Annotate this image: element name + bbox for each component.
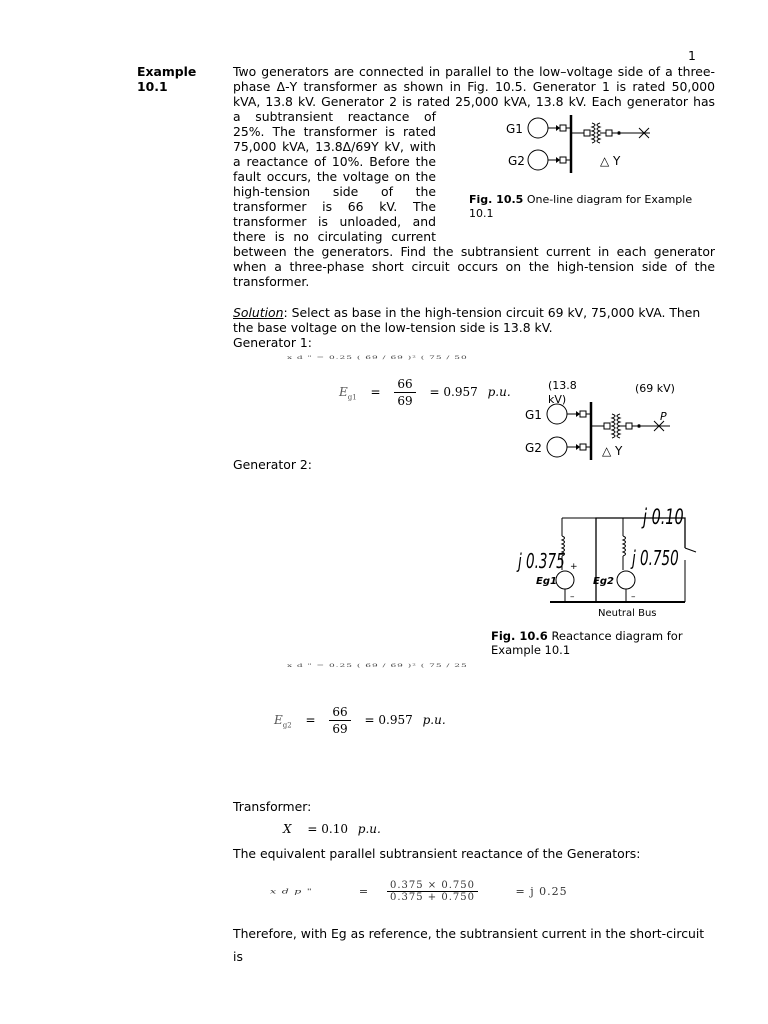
transformer-symbol (592, 123, 595, 143)
transformer-symbol (612, 414, 615, 438)
one-line-diagram-second (520, 400, 690, 464)
eg1-lhs: E (339, 385, 348, 399)
breaker-icon (580, 411, 586, 417)
g2-label: G2 (508, 154, 525, 168)
one-line-diagram-fig-10-5 (500, 113, 670, 177)
generator2-symbol (547, 437, 567, 457)
caption-bold: Fig. 10.6 (491, 629, 548, 643)
eg2-num: 66 (329, 704, 350, 721)
breaker-icon (626, 423, 632, 429)
generator1-symbol (528, 118, 548, 138)
eg1-unit: p.u. (487, 385, 511, 399)
eg1-label: Eg1 (536, 576, 557, 587)
delta-y-label: △ Y (600, 154, 621, 168)
therefore-paragraph (233, 922, 717, 968)
intro-line: Two generators are connected in parallel to the low–voltage side of a three- (233, 64, 715, 79)
transformer-heading: Transformer: (233, 799, 312, 814)
eg2-den: 69 (332, 722, 348, 736)
page-number: 1 (688, 48, 696, 63)
caption-text-2: Example 10.1 (491, 643, 571, 657)
breaker-icon (580, 444, 586, 450)
eg2-result: = 0.957 (364, 713, 413, 727)
lv-label-b: kV) (548, 393, 567, 406)
breaker-icon (560, 157, 566, 163)
breaker-icon (606, 130, 612, 136)
generator2-symbol (528, 150, 548, 170)
intro-line: kVA, 13.8 kV. Generator 2 is rated 25,000 kVA, 13.8 kV. Each generator has (233, 94, 715, 109)
therefore-line: Therefore, with Eg as reference, the subtransient current in the short-circuit (233, 926, 705, 941)
intro-line: there is no circulating current (233, 229, 436, 244)
eg2-equation: $E_{g2}$ = $\frac{66}{69}$ = 0.957 p.u. (274, 705, 446, 736)
j0375-label: j 0.375 (518, 550, 565, 574)
lv-label-a: (13.8 (548, 379, 577, 392)
eg1-equation: $E_{g1}$ = $\frac{66}{69}$ = 0.957 p.u. (339, 377, 511, 408)
intro-line: when a three-phase short circuit occurs on the high-tension side of the (233, 259, 715, 274)
generator1-heading: Generator 1: (233, 335, 312, 350)
j010-label: j 0.10 (643, 505, 684, 530)
g1-label: G1 (525, 408, 542, 422)
eg2-fraction (329, 704, 350, 737)
breaker-icon (584, 130, 590, 136)
eg2-unit: p.u. (422, 713, 446, 727)
intro-line: transformer is unloaded, and (233, 214, 436, 229)
intro-closing-lines (233, 244, 715, 289)
eg1-minus: – (570, 592, 575, 602)
therefore-line: is (233, 949, 243, 964)
reactance-diagram-fig-10-6 (510, 498, 710, 622)
breaker-icon (604, 423, 610, 429)
solution-paragraph (233, 305, 717, 350)
hv-voltage-label: (69 kV) (635, 382, 675, 395)
g2-label: G2 (525, 441, 542, 455)
transformer-unit: p.u. (357, 822, 381, 836)
intro-full-lines (233, 64, 715, 109)
example-number: 10.1 (137, 79, 168, 94)
example-word: Example (137, 64, 197, 79)
transformer-lhs: X (283, 822, 292, 836)
solution-text: : Select as base in the high-tension circuit 69 kV, 75,000 kVA. Then (283, 305, 701, 320)
intro-line: transformer. (233, 274, 310, 289)
equivalent-equation: x d p " = $\frac{0.375 \times 0.750}{0.375 + 0.750}$ = j 0.25 (270, 880, 568, 903)
eg2-lhs: E (274, 713, 283, 727)
equivalent-fraction (387, 880, 478, 903)
eg1-fraction (394, 376, 415, 409)
neutral-bus-label: Neutral Bus (598, 608, 657, 619)
intro-line: between the generators. Find the subtransient current in each generator (233, 244, 715, 259)
breaker-icon (560, 125, 566, 131)
fig-10-5-caption (469, 193, 709, 221)
generator1-symbol (547, 404, 567, 424)
generator2-heading: Generator 2: (233, 457, 312, 472)
equivalent-den: 0.375 + 0.750 (390, 892, 475, 903)
caption-text-2: 10.1 (469, 207, 494, 220)
eg2-sub: g2 (282, 721, 292, 730)
equivalent-num: 0.375 × 0.750 (387, 880, 478, 892)
caption-text: Reactance diagram for (551, 629, 683, 643)
intro-line: a reactance of 10%. Before the (233, 154, 436, 169)
xd-equation-gen1: x d " = 0.25 ( 69 / 69 )² ( 75 / 50 (287, 355, 468, 361)
intro-line: phase Δ-Y transformer as shown in Fig. 10.5. Generator 1 is rated 50,000 (233, 79, 715, 94)
intro-line: 25%. The transformer is rated (233, 124, 436, 139)
fault-switch-icon[interactable] (685, 548, 696, 552)
source-eg2-symbol (617, 571, 635, 589)
intro-narrow-lines (233, 109, 436, 244)
delta-y-label: △ Y (602, 444, 623, 458)
inductor-g2-icon (623, 536, 626, 556)
intro-line: a subtransient reactance of (233, 109, 436, 124)
example-label (137, 64, 196, 94)
eg1-result: = 0.957 (429, 385, 478, 399)
eg1-sub: g1 (347, 393, 357, 402)
solution-label: Solution (233, 305, 284, 320)
g1-label: G1 (506, 122, 523, 136)
intro-line: fault occurs, the voltage on the (233, 169, 436, 184)
caption-bold: Fig. 10.5 (469, 193, 524, 206)
transformer-equation (283, 822, 381, 837)
equivalent-result: = j 0.25 (515, 884, 568, 898)
intro-line: transformer is 66 kV. The (233, 199, 436, 214)
eg2-minus: – (631, 592, 636, 602)
equivalent-text: The equivalent parallel subtransient reactance of the Generators: (233, 846, 641, 861)
solution-text-2: the base voltage on the low-tension side is 13.8 kV. (233, 320, 553, 335)
j0750-label: j 0.750 (632, 547, 679, 571)
xd-equation-gen2: x d " = 0.25 ( 69 / 69 )² ( 75 / 25 (287, 663, 468, 669)
eg1-num: 66 (394, 376, 415, 393)
transformer-rhs: = 0.10 (307, 822, 348, 836)
eg2-label: Eg2 (593, 576, 614, 587)
intro-line: 75,000 kVA, 13.8Δ/69Y kV, with (233, 139, 436, 154)
fault-point-label: P (660, 410, 667, 423)
caption-text: One-line diagram for Example (526, 193, 693, 206)
intro-line: high-tension side of the (233, 184, 436, 199)
xdp-lhs: x d p " (270, 887, 313, 895)
eg1-plus: + (570, 562, 578, 572)
fig-10-6-caption (491, 629, 711, 657)
eg1-den: 69 (397, 394, 413, 408)
